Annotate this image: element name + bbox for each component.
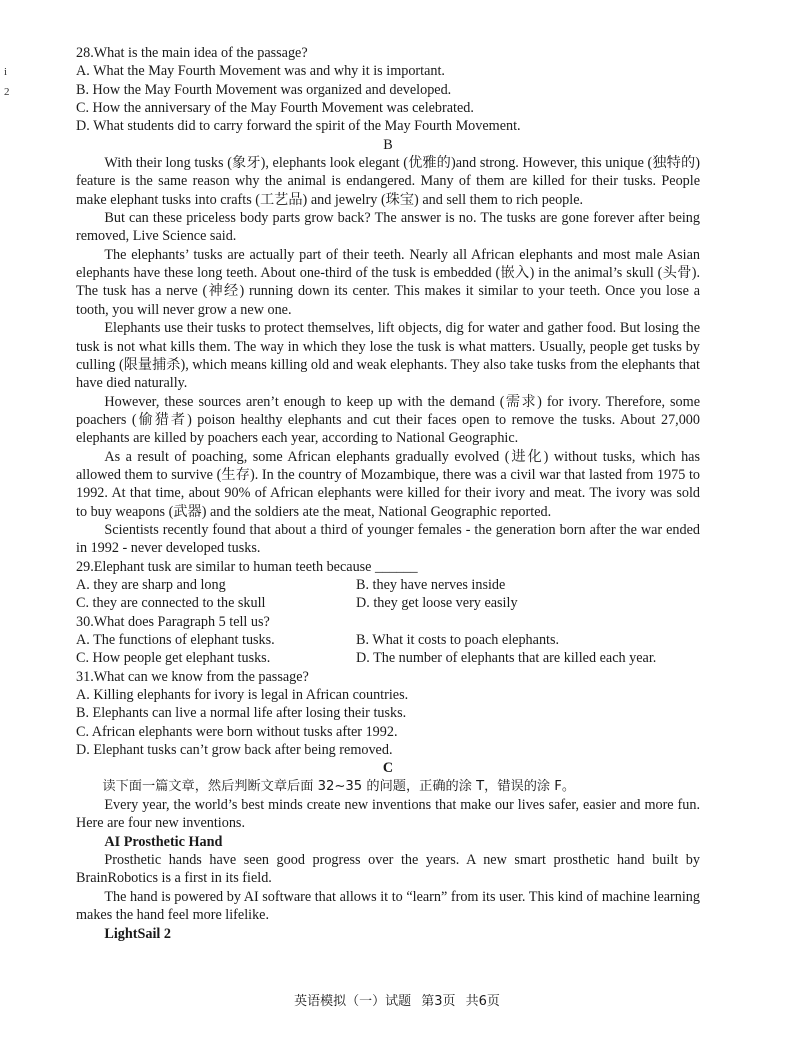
page-content xyxy=(76,44,700,943)
question-stem: 29.Elephant tusk are similar to human teeth because ______ xyxy=(76,558,418,575)
passage-intro: Every year, the world’s best minds create new inventions that make our lives safer, easier and more fun. Here are four new inventions. xyxy=(76,797,700,832)
passage-paragraph: The hand is powered by AI software that allows it to “learn” from its user. This kind of machine learning makes the hand feel more lifelike. xyxy=(76,888,700,924)
margin-mark: i xyxy=(4,66,8,78)
question-28 xyxy=(76,44,700,136)
option-d: D. What students did to carry forward the spirit of the May Fourth Movement. xyxy=(76,118,521,135)
option-b: B. Elephants can live a normal life after losing their tusks. xyxy=(76,705,407,722)
question-stem: 31.What can we know from the passage? xyxy=(76,668,309,685)
option-c: C. they are connected to the skull xyxy=(76,595,266,612)
margin-mark: 2 xyxy=(4,86,10,98)
question-30 xyxy=(76,613,700,668)
option-c: C. African elephants were born without tusks after 1992. xyxy=(76,723,398,740)
option-a: A. The functions of elephant tusks. xyxy=(76,632,275,648)
passage-paragraph: With their long tusks (象牙), elephants look elegant (优雅的)and strong. However, this unique (独特的) feature is the same reason why the animal is endangered. Many of them are killed for their tusks. People make elephant tusks into crafts (工艺品) and jewelry (珠宝) and sell them to rich people. xyxy=(76,155,700,208)
option-a: A. What the May Fourth Movement was and why it is important. xyxy=(76,63,445,80)
option-d: D. The number of elephants that are killed each year. xyxy=(356,650,657,667)
question-stem: 28.What is the main idea of the passage? xyxy=(76,45,308,61)
passage-paragraph: Elephants use their tusks to protect themselves, lift objects, dig for water and gather food. But losing the tusk is not what kills them. The way in which they lose the tusk is what matters. Usually, people get tusks by culling (限量捕杀), which means killing old and weak elephants. They also take tusks from the elephants that have died naturally. xyxy=(76,320,700,392)
passage-paragraph: But can these priceless body parts grow back? The answer is no. The tusks are gone forever after being removed, Live Science said. xyxy=(76,210,700,245)
option-a: A. they are sharp and long xyxy=(76,576,226,593)
passage-paragraph: Scientists recently found that about a third of younger females - the generation born after the war ended in 1992 - never developed tusks. xyxy=(76,521,700,557)
option-b: B. they have nerves inside xyxy=(356,576,506,593)
question-stem: 30.What does Paragraph 5 tell us? xyxy=(76,613,270,630)
question-31 xyxy=(76,668,700,760)
section-c-instruction: 读下面一篇文章，然后判断文章后面 32~35 的问题，正确的涂 T，错误的涂 F。 xyxy=(102,778,576,794)
invention-heading: AI Prosthetic Hand xyxy=(104,833,223,850)
passage-b xyxy=(76,154,700,558)
invention-heading: LightSail 2 xyxy=(104,925,172,942)
passage-paragraph: Prosthetic hands have seen good progress over the years. A new smart prosthetic hand built by BrainRobotics is a first in its field. xyxy=(76,852,700,887)
section-c-label: C xyxy=(382,760,394,777)
passage-paragraph: However, these sources aren’t enough to keep up with the demand (需求) for ivory. Therefore, some poachers (偷猎者) poison healthy elephants and cut their faces open to remove the tusks. About 27,000 elephants are killed by poachers each year, according to National Geographic. xyxy=(76,393,700,447)
page-footer: 英语模拟（一）试题 第3页 共6页 xyxy=(294,994,500,1009)
option-b: B. What it costs to poach elephants. xyxy=(356,632,560,648)
question-29 xyxy=(76,558,700,613)
option-d: D. Elephant tusks can’t grow back after being removed. xyxy=(76,742,393,759)
passage-paragraph: The elephants’ tusks are actually part of their teeth. Nearly all African elephants and most male Asian elephants have these long teeth. About one-third of the tusk is embedded (嵌入) in the animal’s skull (头骨). The tusk has a nerve (神经) running down its center. This makes it similar to your teeth. Once you lose a tooth, you will never grow a new one. xyxy=(76,246,700,318)
option-c: C. How people get elephant tusks. xyxy=(76,650,271,667)
passage-paragraph: As a result of poaching, some African elephants gradually evolved (进化) without tusks, which has allowed them to survive (生存). In the country of Mozambique, there was a civil war that lasted from 1975 to 1992. At that time, about 90% of African elephants were killed for their ivory and meat. The ivory was sold to buy weapons (武器) and the soldiers ate the meat, National Geographic reported. xyxy=(76,448,700,520)
option-b: B. How the May Fourth Movement was organized and developed. xyxy=(76,81,452,98)
option-d: D. they get loose very easily xyxy=(356,595,518,612)
option-c: C. How the anniversary of the May Fourth Movement was celebrated. xyxy=(76,100,474,117)
section-b-label: B xyxy=(383,136,393,153)
option-a: A. Killing elephants for ivory is legal in African countries. xyxy=(76,687,409,704)
